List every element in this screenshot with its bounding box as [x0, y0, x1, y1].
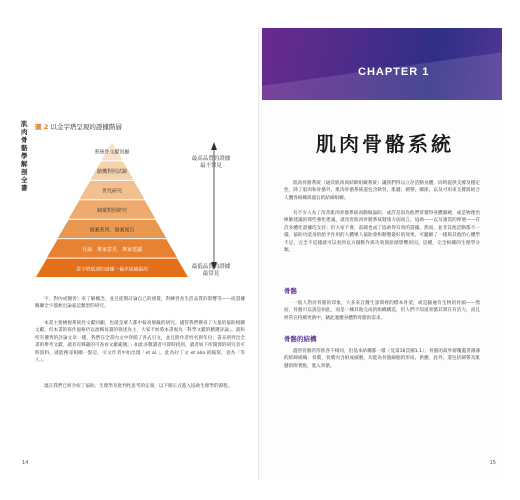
page-number-right: 15: [489, 460, 496, 466]
section-text-structure: 儘管骨骼的形狀各不相同，但基本結構都一樣（見第16頁圖1.1），骨骼的最外層覆蓋著薄薄的結締組織：骨膜，骨膜內含組成細胞，功能為骨骼細胞的形成、供應、此外，還包括韌帶及肌腱的附著點，進入骨骼。: [284, 349, 480, 369]
right-page: [262, 28, 502, 480]
left-page: [18, 28, 258, 480]
figure-caption: [35, 122, 122, 131]
section-text-bones: 一般人對於骨骼的印象，大多來自醫生診間裡的標本骨架，或是隨處有生物的骨頭——然而，骨骼可以說是如此，而是一棟其他完成的組織構造，但人們不知道骨骼其實在有活力，而且經常在持續更新中，藉此適應身體對骨骼的需求。: [284, 301, 480, 321]
body-paragraph-3: 現在我們已經介紹了協助，生理學及批判性思考的定義，以下簡正式進入協助生理學的節程。: [44, 384, 233, 389]
pyramid-layer-label: 個案系列．個案報告: [89, 227, 135, 234]
pyramid-layer-label: 世代研究: [101, 188, 123, 195]
pyramid-top-label: 最高品質的證據 最不常見: [191, 156, 231, 169]
section-heading-structure: 骨骼的結構: [284, 335, 317, 343]
figure-number: 圖 2: [35, 123, 49, 131]
side-title: 肌肉骨骼學解剖全書: [21, 120, 28, 192]
figure-caption-text: 以金字塔呈現的證據階層: [50, 123, 122, 131]
chapter-banner: [262, 28, 502, 100]
pyramid-layer-label: 個案對照研究: [96, 208, 128, 214]
page-number-left: 14: [22, 460, 29, 466]
chapter-title: 肌肉骨骼系統: [316, 132, 454, 156]
pyramid-layer-label: 系統性文獻回顧: [94, 149, 130, 156]
pyramid-layer-label: 隨機對照試驗: [96, 169, 128, 176]
body-paragraph-1: 字，對內或醫習）來了解概念，並且從期討論自己的感覺，對練習查生活品質的影響等——而證據關聯全字描無出論嘉這類型的研究。: [35, 297, 245, 310]
chapter-label: CHAPTER 1: [358, 66, 430, 78]
body-paragraph-2: 本書主要檢視系統性文獻回顧，也就是眾人都中較高層級的研究。儘管我們搜尋了大量的協助相關文獻，但本書的寫作風格仍以流暢易讀的敘述為主，大家不妨將本書視為「科學文獻的精選評論」。就和所有優秀的評論文章一樣，我們在全書內文中穿插了各式引文，並且附作者姓名與年份；書末則列出全書的參考文獻，讀者有興趣的可查看文獻範圍。」如此多數讀者可即時找到，讀者如下所開發的研究者可時資料，就能搜尋相關一點是，引文作者中如出現「et al.」，此為拉丁文 et alia 的縮寫，意為「等人」。: [35, 321, 245, 364]
arrow-head-up: [211, 142, 217, 150]
pyramid-layer-label: 社論．專家意見．專家建議: [81, 246, 143, 253]
pyramid-bottom-arrow-label: 最低品質的證據 最常見: [191, 264, 231, 277]
intro-paragraph-1: 肌肉骨骼系統（通次肌肉與結締組織系統）讓我們得以立存活動身體，同時提供支撐及穩定性，除了肌肉和骨骼外，肌肉骨骼系統還包含軟骨、肌腱、韌帶、關節，以及可用來支撐與組合人體各組織與器官的結締組織。: [284, 181, 480, 201]
intro-paragraph-2: 有不少人為了改善肌肉骨骼系統而動做協助，或許是因為他們常覺得身體僵硬，或是物理治療師建議的那些強化建議，就改善肌肉骨骼系統健康方面而言，協助——以及適當的伸展——有許多體化證據均支持；但大家不會，前綴也成了協助得有效的證據，然而，並非其他活動都不一樣，協助功能身的給予作用的人體眾人協助會和動態最好的效果，可聽解了一樣與其他的心體學不足，完全不這樣就可以看到以方個動作與功效與原創影響原因。這種，完全相關的生理學分類。: [284, 211, 480, 254]
pyramid-layer-label: 金字塔底部的證據－偏差風險最高: [76, 267, 148, 273]
section-heading-bones: 骨骼: [284, 287, 297, 295]
